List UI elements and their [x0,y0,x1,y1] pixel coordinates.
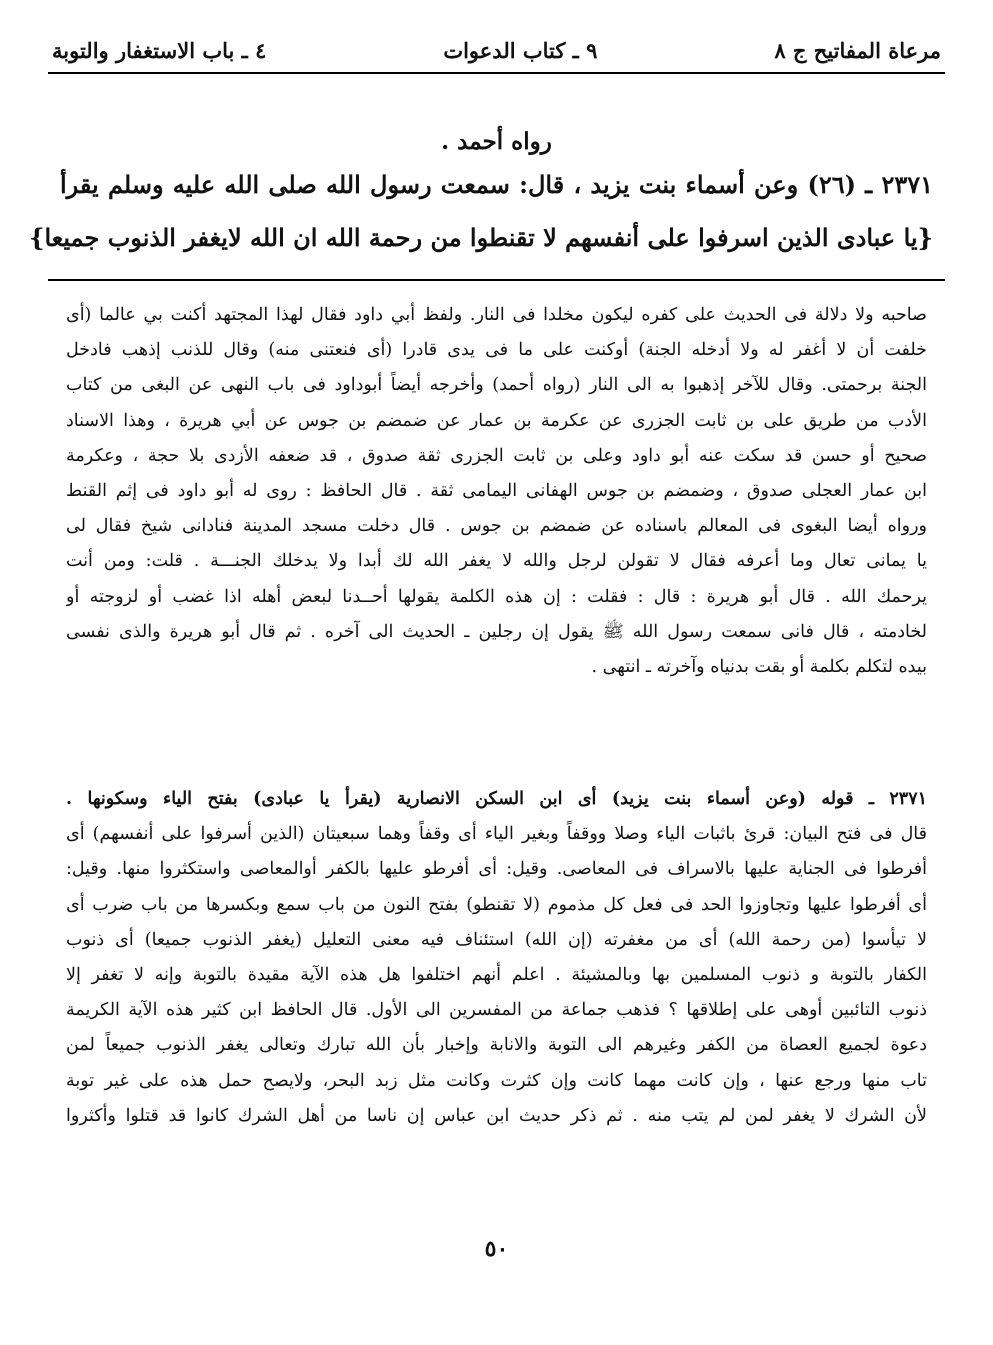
commentary-line: تاب منها ورجع عنها ، وإن كانت مهما كانت وإن كثرت وكانت مثل زبد البحر، ولايصح حمل هذه على غير توبة [66,1070,927,1091]
commentary-line: صاحبه ولا دلالة فى الحديث على كفره ليكون مخلدا فى النار. ولفظ أبي داود فقال لهذا المجتهد أكنت بي عالما (أى [66,305,927,325]
header-volume-title: مرعاة المفاتيح ج ٨ [774,37,941,63]
section-note: رواه أحمد . [441,128,552,155]
running-header [52,32,941,68]
commentary-block-2 [66,782,927,1134]
header-chapter-title: ٤ ـ باب الاستغفار والتوبة [52,37,267,63]
commentary-entry-heading: ٢٣٧١ ـ قوله (وعن أسماء بنت يزيد) أى ابن السكن الانصارية (يقرأ يا عبادى) بفتح الياء وسكونها . [66,789,927,809]
commentary-line: ابن عمار العجلى صدوق ، وضمضم بن جوس الهفانى اليمامى ثقة . قال الحافظ : روى له أبو داود فى إثم القنط [66,480,927,501]
commentary-line: دعوة لجميع العصاة من الكفر وغيرهم الى التوبة والانابة وإخبار بأن الله تبارك وتعالى يغفر الذنوب جميعاً لمن [66,1035,927,1056]
commentary-line: ورواه أيضا البغوى فى المعالم باسناده عن ضمضم بن جوس . قال دخلت مسجد المدينة فنادانى شيخ فقال لى [66,516,927,537]
commentary-line: أى أفرطوا عليها وتجاوزوا الحد فى فعل كل مذموم (لا تقنطو) بفتح النون من باب سمع وبكسرها من باب ضرب أى [66,894,927,915]
commentary-line: قال فى فتح البيان: قرئ باثبات الياء وصلا ووقفاً وبغير الياء أى وقفاً وهما سبعيتان (الذين أسرفوا على أنفسهم) أى [66,824,927,845]
commentary-line: الأدب من طريق على بن ثابت الجزرى عن عكرمة بن عمار عن ضمضم بن جوس عن أبي هريرة ، وهذا الاسناد [66,410,927,431]
commentary-line: يا يمانى تعال وما أعرفه فقال لا تقولن لرجل والله لا يغفر الله لك أبدا ولا يدخلك الجنـــة . قلت: ومن أنت [66,551,927,572]
page-number: ٥٠ [484,1236,509,1262]
hadith-verse: {يا عبادى الذين اسرفوا على أنفسهم لا تقنطوا من رحمة الله ان الله لايغفر الذنوب جميعا} [29,223,933,252]
header-rule [48,72,945,74]
commentary-line: خلفت أن لا أغفر له ولا أدخله الجنة) أوكنت على ما فى يدى قادرا (أى فنعتنى منه) وقال للذنب إذهب فادخل [66,340,927,361]
commentary-line: صحيح أو حسن قد سكت عنه أبو داود وعلى بن ثابت الجزرى ثقة صدوق ، قد ضعفه الأزدى بلا حجة ، وعكرمة [66,445,927,466]
hadith-heading: ٢٣٧١ ـ (٢٦) وعن أسماء بنت يزيد ، قال: سمعت رسول الله صلى الله عليه وسلم يقرأ [60,170,933,199]
commentary-line: الجنة برحمتى. وقال للآخر إذهبوا به الى النار (رواه أحمد) وأخرجه أيضاً أبوداود فى باب النهى عن البغى من كتاب [66,375,927,396]
commentary-line: أفرطوا فى الجناية عليها بالاسراف فى المعاصى. وقيل: أى أفرطو عليها بالكفر أوالمعاصى واستكثروا منها. وقيل: [66,859,927,880]
commentary-line: لا تيأسوا (من رحمة الله) أى من مغفرته (إن الله) استئناف فيه معنى التعليل (يغفر الذنوب جميعا) أى ذنوب [66,929,927,950]
commentary-line: بيده لتكلم بكلمة أو بقت بدنياه وآخرته ـ انتهى . [591,656,927,677]
commentary-line: لخادمته ، قال فانى سمعت رسول الله ﷺ يقول إن رجلين ـ الحديث الى آخره . ثم قال أبو هريرة والذى نفسى [66,621,927,642]
commentary-block-1 [66,298,927,685]
commentary-line: الكفار بالتوبة و ذنوب المسلمين بها وبالمشيئة . اعلم أنهم اختلفوا هل هذه الآية مقيدة بالتوبة وإنه لا تغفر إلا [66,964,927,985]
commentary-line: لأن الشرك لا يغفر لمن لم يتب منه . ثم ذكر حديث ابن عباس إن ناسا من أهل الشرك كانوا قد قتلوا وأكثروا [66,1105,927,1126]
commentary-line: ذنوب التائبين أوهى على إطلاقها ؟ فذهب جماعة من المفسرين الى الأول. قال الحافظ ابن كثير هذه الآية الكريمة [66,1000,927,1021]
header-book-title: ٩ ـ كتاب الدعوات [443,37,598,63]
commentary-line: يرحمك الله . قال أبو هريرة : قال : فقلت : إن هذه الكلمة يقولها أحــدنا لبعض أهله اذا غضب أو لزوجته أو [66,586,927,607]
text-separator-rule [48,279,945,281]
